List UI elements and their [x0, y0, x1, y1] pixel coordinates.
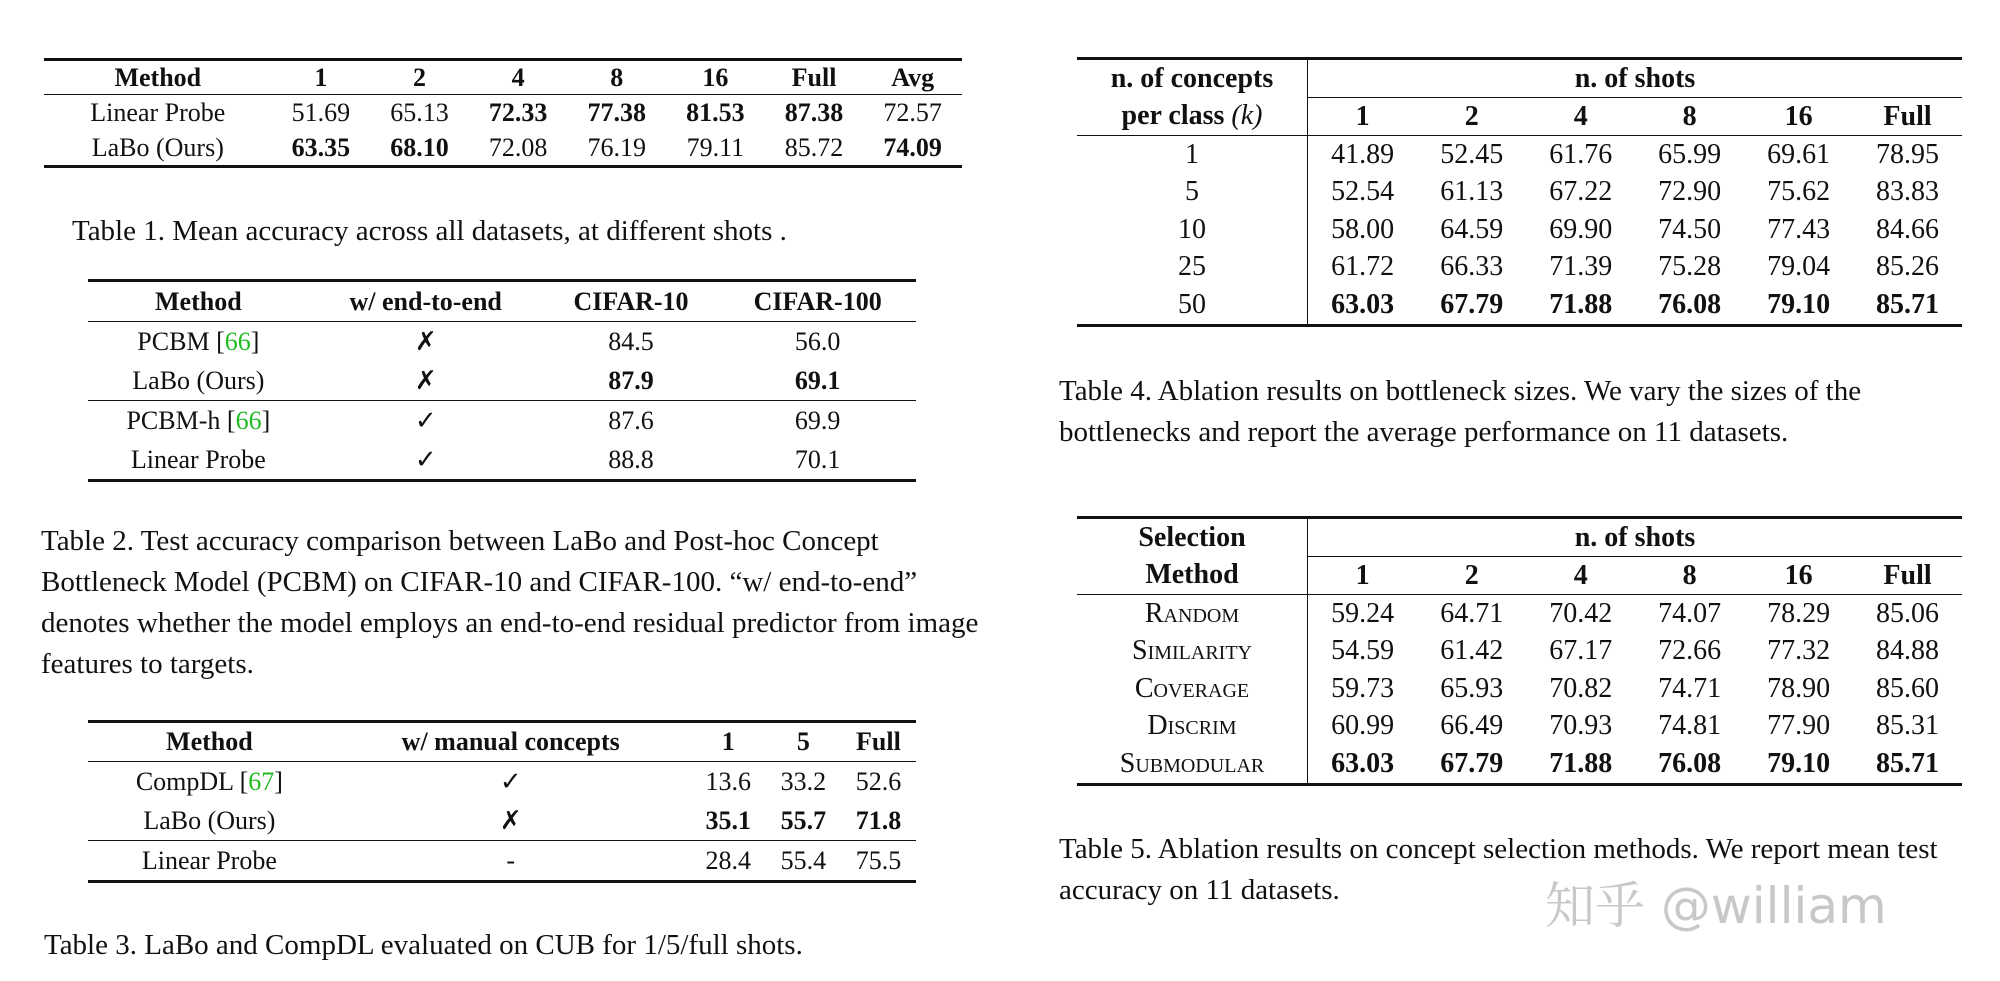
t5-method: Discrim — [1077, 708, 1308, 746]
t1-cell: 79.11 — [686, 132, 745, 162]
t5-cell: 59.73 — [1331, 672, 1395, 704]
t4-cell: 72.90 — [1658, 176, 1722, 208]
t3-header-5: 5 — [796, 727, 810, 756]
t5-cell: 70.82 — [1549, 672, 1613, 704]
t1-cell: 72.08 — [488, 132, 548, 162]
t5-cell: 85.71 — [1876, 747, 1940, 779]
t4-cell: 75.28 — [1658, 251, 1722, 283]
t4-k: 50 — [1077, 286, 1308, 325]
t4-cell: 78.95 — [1876, 138, 1940, 170]
table-5 — [1077, 516, 1962, 786]
t2-cell: 84.5 — [608, 326, 654, 356]
t3-cell: 33.2 — [780, 766, 827, 796]
t3-cell: 55.4 — [780, 845, 827, 875]
t1-cell: 68.10 — [390, 132, 449, 162]
check-mark-icon: ✓ — [414, 405, 437, 435]
t5-cell: 67.79 — [1440, 747, 1504, 779]
t2-header-cifar100: CIFAR-100 — [753, 286, 882, 316]
t1-cell: 51.69 — [291, 97, 351, 127]
t2-cell: 87.9 — [608, 365, 654, 395]
table-row — [1077, 633, 1962, 671]
t2-cell: 56.0 — [794, 326, 841, 356]
table-4 — [1077, 57, 1962, 327]
t4-cell: 63.03 — [1331, 288, 1395, 320]
t2-cell: 88.8 — [608, 444, 654, 474]
t4-cell: 83.83 — [1876, 176, 1940, 208]
check-mark-icon: ✓ — [414, 444, 437, 474]
table-row — [88, 440, 916, 481]
table-row — [88, 801, 916, 841]
cross-mark-icon: ✗ — [414, 326, 437, 356]
t5-shot-8: 8 — [1682, 559, 1697, 591]
citation-link[interactable]: 66 — [224, 326, 251, 356]
table-row — [1077, 249, 1962, 287]
table-row — [1077, 708, 1962, 746]
table-row — [1077, 211, 1962, 249]
table-4-caption: Table 4. Ablation results on bottleneck sizes. We vary the sizes of the bottlenecks and report the average performance on 11 datasets. — [1059, 375, 1862, 448]
t2-header-cifar10: CIFAR-10 — [573, 286, 689, 316]
t4-cell: 85.26 — [1876, 251, 1940, 283]
t5-cell: 65.93 — [1440, 672, 1504, 704]
t2-method: PCBM-h [66] — [126, 405, 271, 435]
t4-k: 5 — [1077, 174, 1308, 212]
t5-shot-16: 16 — [1784, 559, 1813, 591]
t1-header-16: 16 — [702, 62, 729, 92]
table-5-caption: Table 5. Ablation results on concept selection methods. We report mean test accuracy on 11 datasets. — [1059, 833, 1938, 906]
t1-method: Linear Probe — [90, 97, 226, 127]
t5-cell: 85.60 — [1876, 672, 1940, 704]
t1-header-1: 1 — [314, 62, 328, 92]
t4-shot-2: 2 — [1464, 100, 1479, 132]
t5-cell: 71.88 — [1549, 747, 1613, 779]
table-row — [88, 762, 916, 802]
t4-cell: 41.89 — [1331, 138, 1395, 170]
t5-method: Similarity — [1077, 633, 1308, 671]
cross-mark-icon: ✗ — [499, 805, 522, 835]
t3-cell: 55.7 — [780, 805, 827, 835]
t4-shot-full: Full — [1883, 100, 1932, 132]
t5-method: Submodular — [1077, 745, 1308, 784]
t1-header-8: 8 — [610, 62, 624, 92]
t1-header-4: 4 — [511, 62, 525, 92]
table-row — [88, 361, 916, 401]
t5-cell: 70.93 — [1549, 710, 1613, 742]
table-row — [1077, 136, 1962, 174]
cross-mark-icon: ✗ — [414, 365, 437, 395]
t3-header-full: Full — [856, 727, 901, 756]
t1-header-method: Method — [114, 62, 202, 92]
t3-header-1: 1 — [721, 727, 735, 756]
t5-cell: 76.08 — [1658, 747, 1722, 779]
t4-cell: 75.62 — [1767, 176, 1831, 208]
t3-cell: 75.5 — [855, 845, 902, 875]
t5-cell: 66.49 — [1440, 710, 1504, 742]
t3-header-method: Method — [166, 727, 253, 756]
t2-cell: 69.1 — [794, 365, 841, 395]
t2-method: Linear Probe — [130, 444, 266, 474]
t4-cell: 66.33 — [1440, 251, 1504, 283]
table-1 — [44, 58, 962, 168]
t5-corner-line2: Method — [1077, 557, 1308, 595]
corner-text: per class — [1121, 100, 1225, 132]
t4-k: 10 — [1077, 211, 1308, 249]
t4-cell: 67.79 — [1440, 288, 1504, 320]
t5-cell: 61.42 — [1440, 635, 1504, 667]
method-name: PCBM — [137, 326, 210, 356]
t3-cell: 71.8 — [855, 805, 902, 835]
t3-cell: 35.1 — [705, 805, 751, 835]
t5-cell: 70.42 — [1549, 597, 1613, 629]
t4-cell: 71.39 — [1549, 251, 1613, 283]
method-name: CompDL — [135, 766, 234, 796]
t4-cell: 61.76 — [1549, 138, 1613, 170]
t4-cell: 61.13 — [1440, 176, 1504, 208]
t3-cell: 28.4 — [705, 845, 751, 875]
table-row — [1077, 286, 1962, 325]
t1-cell: 65.13 — [390, 97, 449, 127]
t4-k: 25 — [1077, 249, 1308, 287]
t4-cell: 69.61 — [1767, 138, 1831, 170]
t5-method: Random — [1077, 595, 1308, 633]
table-1-caption: Table 1. Mean accuracy across all datasets, at different shots . — [72, 215, 787, 247]
t2-header-method: Method — [155, 286, 242, 316]
t4-cell: 85.71 — [1876, 288, 1940, 320]
table-row — [44, 130, 962, 167]
t1-cell: 81.53 — [686, 97, 745, 127]
t4-corner-line2 — [1077, 98, 1308, 136]
t1-header-avg: Avg — [891, 62, 935, 92]
t4-cell: 64.59 — [1440, 213, 1504, 245]
t3-cell: 13.6 — [705, 766, 751, 796]
t4-shot-1: 1 — [1355, 100, 1370, 132]
t4-cell: 52.45 — [1440, 138, 1504, 170]
t3-method: CompDL [67] — [135, 766, 283, 796]
t4-cell: 76.08 — [1658, 288, 1722, 320]
t4-group-header: n. of shots — [1308, 59, 1963, 98]
t5-shot-full: Full — [1883, 559, 1932, 591]
corner-var: (k) — [1231, 100, 1263, 132]
table-2-caption: Table 2. Test accuracy comparison between LaBo and Post-hoc Concept Bottleneck Model (PCBM) on CIFAR-10 and CIFAR-100. “w/ end-to-end” denotes whether the model employs an end-to-end residual predictor from image features to targets. — [41, 525, 979, 680]
table-row — [88, 322, 916, 362]
table-3 — [88, 720, 916, 883]
t4-cell: 67.22 — [1549, 176, 1613, 208]
t4-cell: 52.54 — [1331, 176, 1395, 208]
t4-cell: 58.00 — [1331, 213, 1395, 245]
t4-shot-8: 8 — [1682, 100, 1697, 132]
t4-cell: 61.72 — [1331, 251, 1395, 283]
t4-cell: 79.04 — [1767, 251, 1831, 283]
t4-cell: 65.99 — [1658, 138, 1722, 170]
t1-cell: 85.72 — [784, 132, 844, 162]
t1-cell: 87.38 — [784, 97, 844, 127]
t5-cell: 84.88 — [1876, 635, 1940, 667]
t2-header-e2e: w/ end-to-end — [349, 286, 502, 316]
t1-header-2: 2 — [413, 62, 427, 92]
t3-cell: 52.6 — [855, 766, 902, 796]
table-3-caption: Table 3. LaBo and CompDL evaluated on CUB for 1/5/full shots. — [44, 929, 803, 961]
t2-method: PCBM [66] — [137, 326, 260, 356]
t1-header-full: Full — [791, 62, 837, 92]
t3-method: LaBo (Ours) — [143, 805, 276, 835]
t1-cell: 76.19 — [587, 132, 647, 162]
t4-cell: 84.66 — [1876, 213, 1940, 245]
t5-cell: 63.03 — [1331, 747, 1395, 779]
table-row — [1077, 174, 1962, 212]
t5-cell: 74.71 — [1658, 672, 1722, 704]
t1-cell: 77.38 — [587, 97, 647, 127]
watermark: 知乎 @william — [1545, 877, 1887, 935]
t5-shot-2: 2 — [1464, 559, 1479, 591]
t5-cell: 67.17 — [1549, 635, 1613, 667]
t5-cell: 72.66 — [1658, 635, 1722, 667]
citation-link[interactable]: 66 — [235, 405, 262, 435]
dash-mark: - — [506, 845, 516, 875]
t5-cell: 60.99 — [1331, 710, 1395, 742]
t4-k: 1 — [1077, 136, 1308, 174]
t4-cell: 77.43 — [1767, 213, 1831, 245]
t5-cell: 79.10 — [1767, 747, 1831, 779]
t4-shot-16: 16 — [1784, 100, 1813, 132]
t1-cell: 74.09 — [883, 132, 942, 162]
t5-cell: 59.24 — [1331, 597, 1395, 629]
t5-cell: 77.32 — [1767, 635, 1831, 667]
t1-method: LaBo (Ours) — [91, 132, 224, 162]
table-row — [88, 401, 916, 441]
t2-cell: 70.1 — [794, 444, 841, 474]
t1-cell: 72.57 — [883, 97, 942, 127]
t4-shot-4: 4 — [1573, 100, 1588, 132]
citation-link[interactable]: 67 — [248, 766, 275, 796]
t4-corner-line1: n. of concepts — [1077, 59, 1308, 98]
t2-cell: 69.9 — [794, 405, 841, 435]
t2-cell: 87.6 — [608, 405, 654, 435]
t4-cell: 74.50 — [1658, 213, 1722, 245]
t5-corner-line1: Selection — [1077, 518, 1308, 557]
t4-cell: 71.88 — [1549, 288, 1613, 320]
t5-cell: 54.59 — [1331, 635, 1395, 667]
table-row — [1077, 745, 1962, 784]
t5-shot-1: 1 — [1355, 559, 1370, 591]
t4-cell: 69.90 — [1549, 213, 1613, 245]
t5-cell: 78.29 — [1767, 597, 1831, 629]
t5-cell: 77.90 — [1767, 710, 1831, 742]
table-row — [88, 841, 916, 882]
t5-cell: 85.06 — [1876, 597, 1940, 629]
table-row — [1077, 670, 1962, 708]
t5-cell: 74.81 — [1658, 710, 1722, 742]
t4-cell: 79.10 — [1767, 288, 1831, 320]
t2-method: LaBo (Ours) — [132, 365, 265, 395]
t5-cell: 64.71 — [1440, 597, 1504, 629]
t3-method: Linear Probe — [141, 845, 277, 875]
method-name: PCBM-h — [126, 405, 221, 435]
t5-group-header: n. of shots — [1308, 518, 1963, 557]
t5-cell: 85.31 — [1876, 710, 1940, 742]
t1-cell: 72.33 — [488, 97, 548, 127]
t3-header-manual: w/ manual concepts — [401, 727, 620, 756]
t1-cell: 63.35 — [291, 132, 351, 162]
table-row — [44, 95, 962, 131]
t5-method: Coverage — [1077, 670, 1308, 708]
t5-cell: 74.07 — [1658, 597, 1722, 629]
table-row — [1077, 595, 1962, 633]
t5-cell: 78.90 — [1767, 672, 1831, 704]
t5-shot-4: 4 — [1573, 559, 1588, 591]
table-2 — [88, 279, 916, 482]
check-mark-icon: ✓ — [499, 766, 522, 796]
